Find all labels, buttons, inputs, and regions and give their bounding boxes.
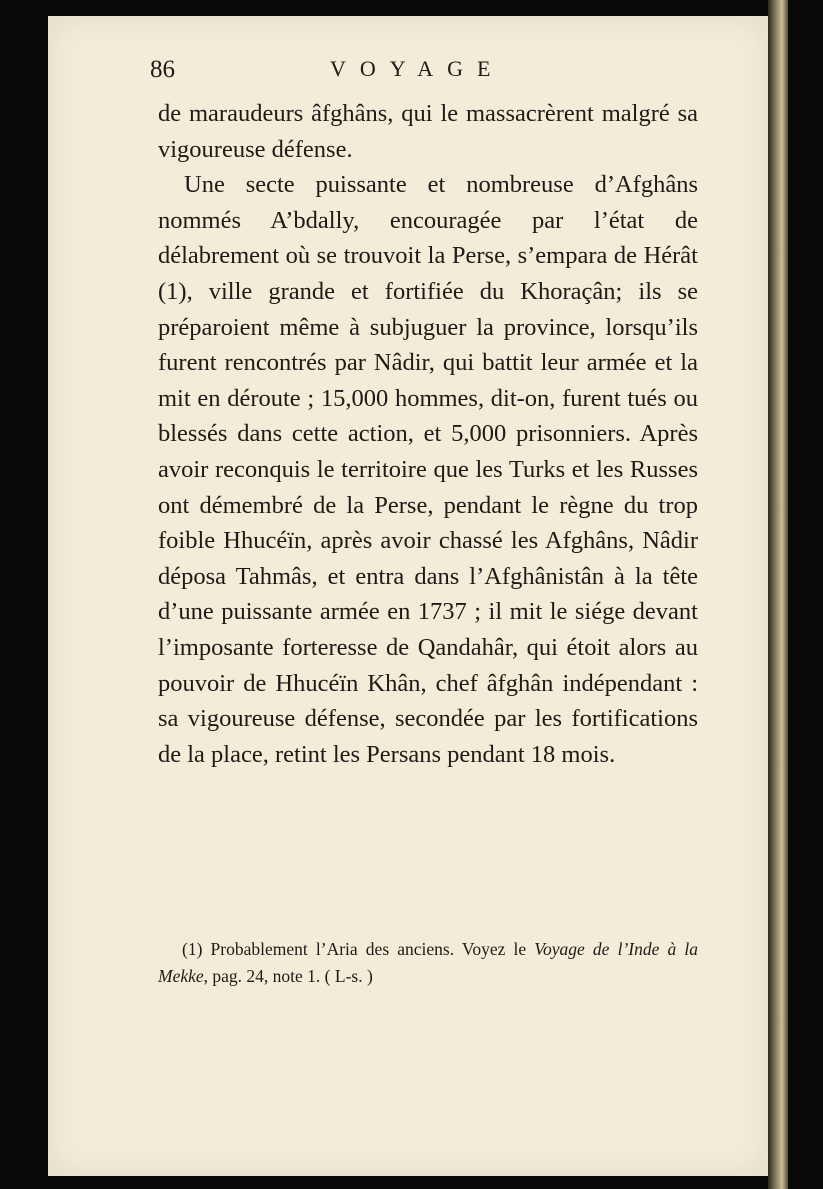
facing-page-edge <box>768 0 788 1189</box>
footnote-book-title: Voyage de l’Inde à la Mekke <box>158 939 699 986</box>
continuation-paragraph: de maraudeurs âfghâns, qui le massacrèrent malgré sa vigoureuse défense. <box>158 100 698 163</box>
main-text <box>158 96 698 772</box>
page-header <box>150 56 696 86</box>
footnote-reference: , pag. 24, note 1. ( L-s. ) <box>203 966 373 986</box>
footnote <box>158 936 698 990</box>
footnote-marker: (1) <box>182 939 203 959</box>
page-number: 86 <box>150 56 175 83</box>
footnote-text: Probablement l’Aria des anciens. Voyez le <box>210 939 527 959</box>
body-paragraph: Une secte puissante et nombreuse d’Afghâns nommés A’bdally, encouragée par l’état de délabrement où se trouvoit la Perse, s’empara de Hérât (1), ville grande et fortifiée du Khoraçân; ils se préparoient même à subjuguer la province, lorsqu’ils furent rencontrés par Nâdir, qui battit leur armée et la mit en déroute ; 15,000 hommes, dit-on, furent tués ou blessés dans cette action, et 5,000 prisonniers. Après avoir reconquis le territoire que les Turks et les Russes ont démembré de la Perse, pendant le règne du trop foible Hhucéïn, après avoir chassé les Afghâns, Nâdir déposa Tahmâs, et entra dans l’Afghânistân à la tête d’une puissante armée en 1737 ; il mit le siége devant l’imposante forteresse de Qandahâr, qui étoit alors au pouvoir de Hhucéïn Khân, chef âfghân indépendant : sa vigoureuse défense, secondée par les fortifications de la place, retint les Persans pendant 18 mois. <box>158 171 698 768</box>
running-title: VOYAGE <box>330 56 505 81</box>
